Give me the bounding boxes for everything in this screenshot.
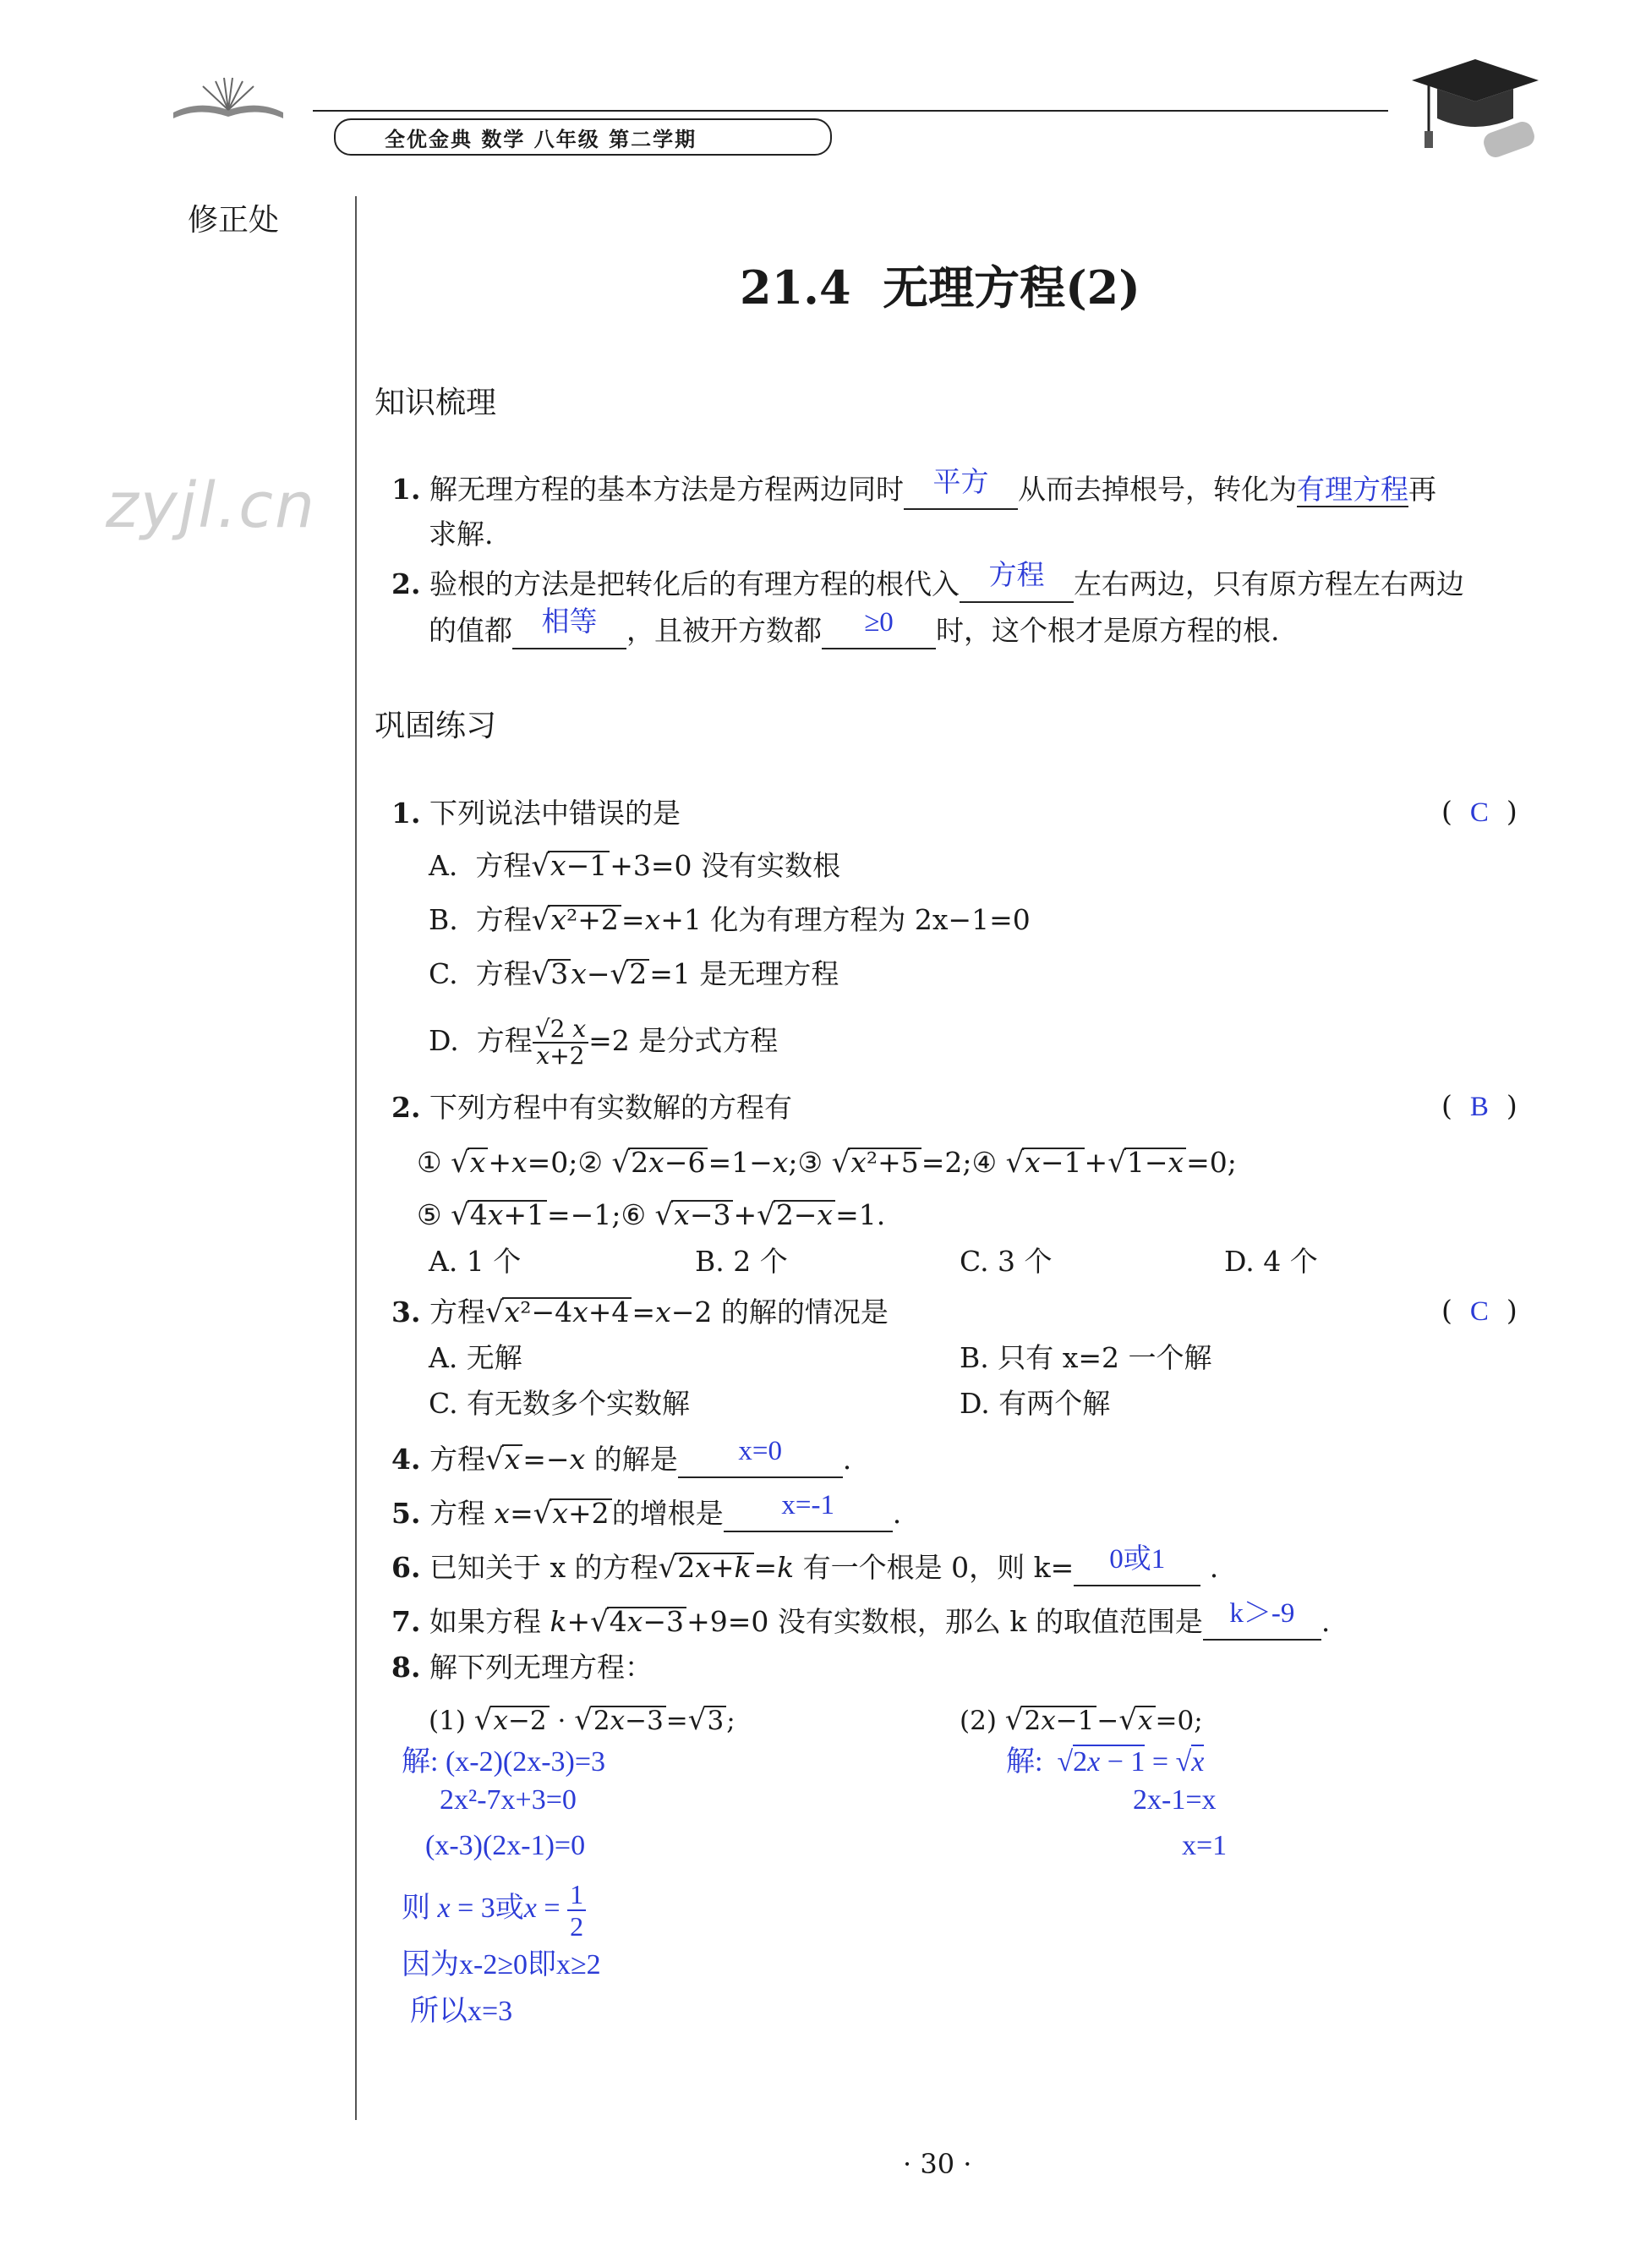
- q3-choice-c: C. 有无数多个实数解: [429, 1387, 691, 1420]
- sol1-line4: 则 x = 3或x = $\frac{1}{2}$: [402, 1879, 586, 1942]
- practice-q8-stem: 8. 解下列无理方程：: [391, 1651, 653, 1684]
- q3-choice-d: D. 有两个解: [960, 1387, 1111, 1420]
- answer-q7: k＞-9: [1229, 1598, 1295, 1629]
- sol2-line2: 2x-1=x: [1133, 1784, 1217, 1816]
- section-practice: 巩固练习: [375, 709, 497, 743]
- practice-q4: 4. 方程√x=−x 的解是 x=0 .: [391, 1438, 851, 1478]
- practice-q2-stem: 2. 下列方程中有实数解的方程有: [391, 1091, 792, 1124]
- page-title: 21.4 无理方程(2): [740, 260, 1140, 315]
- answer-q5: x=-1: [781, 1490, 834, 1520]
- sol1-line3: (x-3)(2x-1)=0: [425, 1830, 586, 1861]
- knowledge-q1: 1. 解无理方程的基本方法是方程两边同时 平方 从而去掉根号，转化为有理方程再: [391, 469, 1436, 510]
- sol1-line2: 2x²-7x+3=0: [440, 1784, 577, 1816]
- knowledge-q2-cont: 的值都 相等 ，且被开方数都 ≥0 时，这个根才是原方程的根.: [429, 609, 1280, 649]
- q8-part1: (1) √x−2 · √2x−3=√3;: [429, 1703, 736, 1737]
- section-knowledge: 知识梳理: [375, 386, 497, 420]
- sol1-line6: 所以x=3: [410, 1996, 513, 2027]
- answer-q4: x=0: [738, 1436, 782, 1466]
- q3-choice-b: B. 只有 x=2 一个解: [960, 1341, 1212, 1374]
- q1-option-c: C. 方程√3x−√2=1 是无理方程: [429, 957, 839, 991]
- answer-q2-1: 方程: [988, 561, 1045, 591]
- answer-q1-2: 有理方程: [1296, 475, 1408, 506]
- practice-q5: 5. 方程 x=√x+2的增根是 x=-1 .: [391, 1492, 901, 1532]
- knowledge-q1-cont: 求解.: [429, 518, 494, 551]
- practice-q2-answer: ( B ): [1441, 1089, 1517, 1122]
- header-rule: [313, 110, 1388, 112]
- sol2-line3: x=1: [1182, 1830, 1228, 1861]
- q2-choice-a: A. 1 个: [429, 1245, 522, 1278]
- practice-q3-answer: ( C ): [1441, 1294, 1517, 1327]
- book-icon: [165, 74, 292, 125]
- answer-q2-2: 相等: [541, 607, 598, 638]
- knowledge-q2: 2. 验根的方法是把转化后的有理方程的根代入 方程 左右两边，只有原方程左右两边: [391, 562, 1464, 603]
- sol1-line5: 因为x-2≥0即x≥2: [402, 1949, 601, 1980]
- q2-equations-row2: ⑤ √4x+1=−1;⑥ √x−3+√2−x=1.: [417, 1198, 886, 1232]
- answer-q6: 0或1: [1109, 1544, 1166, 1575]
- margin-label: 修正处: [188, 203, 280, 238]
- margin-rule: [355, 196, 357, 2120]
- q2-choice-b: B. 2 个: [695, 1245, 788, 1278]
- q8-part2: (2) √2x−1−√x=0;: [960, 1703, 1203, 1737]
- q1-option-b: B. 方程√x²+2=x+1 化为有理方程为 2x−1=0: [429, 903, 1031, 937]
- practice-q1-stem: 1. 下列说法中错误的是: [391, 797, 681, 830]
- page-number: · 30 ·: [903, 2148, 972, 2180]
- q2-equations-row1: ① √x+x=0;② √2x−6=1−x;③ √x²+5=2;④ √x−1+√1−x=0;: [417, 1146, 1237, 1180]
- answer-q2-3: ≥0: [864, 607, 894, 638]
- q1-option-d: D. 方程 $\frac{√2 x}{x+2}$ =2 是分式方程: [429, 1015, 779, 1070]
- practice-q3-stem: 3. 方程√x²−4x+4=x−2 的解的情况是: [391, 1296, 889, 1329]
- practice-q6: 6. 已知关于 x 的方程√2x+k=k 有一个根是 0，则 k= 0或1 .: [391, 1546, 1218, 1586]
- graduation-cap-icon: [1403, 55, 1547, 161]
- q1-option-a: A. 方程√x−1+3=0 没有实数根: [429, 849, 841, 883]
- header-series: 全优金典 数学 八年级 第二学期: [385, 128, 697, 151]
- sol1-line1: 解: (x-2)(2x-3)=3: [402, 1746, 606, 1778]
- practice-q1-answer: ( C ): [1441, 795, 1517, 828]
- q2-choice-d: D. 4 个: [1224, 1245, 1318, 1278]
- answer-q1-1: 平方: [932, 468, 989, 498]
- sol2-line1: 解: √2x − 1 = √x: [1006, 1746, 1205, 1778]
- watermark: zyjl.cn: [106, 469, 316, 542]
- practice-q7: 7. 如果方程 k+√4x−3+9=0 没有实数根，那么 k 的取值范围是 k＞-9 .: [391, 1600, 1330, 1641]
- q2-choice-c: C. 3 个: [960, 1245, 1053, 1278]
- q3-choice-a: A. 无解: [429, 1341, 522, 1374]
